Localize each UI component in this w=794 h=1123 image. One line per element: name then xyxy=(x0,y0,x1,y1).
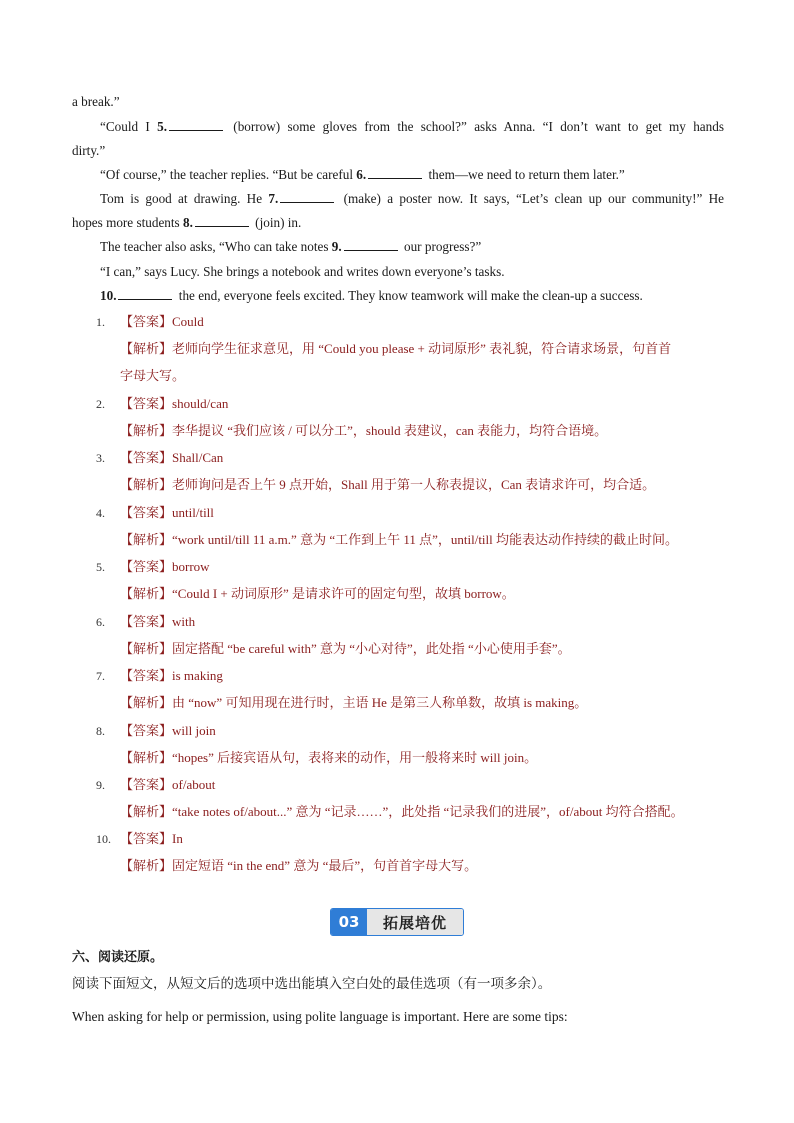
question-number: 8. xyxy=(182,215,193,230)
question-number: 5. xyxy=(157,119,167,134)
answer-number: 10. xyxy=(96,832,111,846)
question-number: 6. xyxy=(356,167,367,182)
passage-intro: When asking for help or permission, using polite language is important. Here are some tips: xyxy=(72,1009,568,1024)
section-badge xyxy=(330,908,464,936)
answer-item xyxy=(96,308,204,336)
analysis-text: “Could I + 动词原形” 是请求许可的固定句型，故填 borrow。 xyxy=(172,586,515,601)
text: “Of course,” the teacher replies. “But be careful xyxy=(100,167,357,182)
analysis-text: 固定搭配 “be careful with” 意为 “小心对待”，此处指 “小心使用手套”。 xyxy=(172,641,571,656)
answer-item xyxy=(96,499,214,527)
answer-text: is making xyxy=(172,668,223,683)
text: (make) a poster now. It says, “Let’s clean up our community!” He xyxy=(337,191,725,206)
analysis-tag: 【解析】 xyxy=(120,804,173,819)
analysis-tag: 【解析】 xyxy=(120,858,173,873)
analysis-tag: 【解析】 xyxy=(120,423,173,438)
analysis-text: “take notes of/about...” 意为 “记录……”，此处指 “记录我们的进展”，of/about 均符合搭配。 xyxy=(172,804,684,819)
answer-number: 1. xyxy=(96,315,105,329)
analysis-tag: 【解析】 xyxy=(120,341,173,356)
answer-text: Shall/Can xyxy=(172,450,224,465)
section-title: 拓展培优 xyxy=(367,909,463,935)
section-instruction: 阅读下面短文，从短文后的选项中选出能填入空白处的最佳选项（有一项多余）。 xyxy=(72,976,552,992)
answer-tag: 【答案】 xyxy=(120,505,173,520)
question-9-line xyxy=(100,235,724,259)
analysis-text: 老师向学生征求意见，用 “Could you please + 动词原形” 表礼貌，符合请求场景，句首首 xyxy=(172,341,672,356)
answer-tag: 【答案】 xyxy=(120,668,173,683)
analysis xyxy=(120,580,730,607)
analysis xyxy=(120,852,730,879)
answer-blank[interactable] xyxy=(280,190,334,203)
analysis xyxy=(120,798,730,825)
answer-tag: 【答案】 xyxy=(120,777,173,792)
answer-item xyxy=(96,825,183,853)
answer-number: 4. xyxy=(96,506,105,520)
analysis-text: “hopes” 后接宾语从句，表将来的动作，用一般将来时 will join。 xyxy=(172,750,538,765)
passage-line xyxy=(100,260,724,284)
answer-text: borrow xyxy=(172,559,210,574)
text: our progress?” xyxy=(400,239,482,254)
question-7-line xyxy=(100,187,724,211)
answer-number: 8. xyxy=(96,724,105,738)
analysis-text: 老师询问是否上午 9 点开始，Shall 用于第一人称表提议，Can 表请求许可，均合适。 xyxy=(172,477,656,492)
analysis-tag: 【解析】 xyxy=(120,695,173,710)
answer-blank[interactable] xyxy=(368,166,422,179)
analysis-tag: 【解析】 xyxy=(120,532,173,547)
analysis-tag: 【解析】 xyxy=(120,750,173,765)
question-number: 10. xyxy=(100,288,117,303)
question-number: 9. xyxy=(331,239,342,254)
text: a break.” xyxy=(72,94,120,109)
answer-blank[interactable] xyxy=(118,287,172,300)
answer-tag: 【答案】 xyxy=(120,614,173,629)
analysis-text: 由 “now” 可知用现在进行时，主语 He 是第三人称单数，故填 is making。 xyxy=(172,695,588,710)
answer-number: 9. xyxy=(96,778,105,792)
answer-number: 6. xyxy=(96,615,105,629)
answer-item xyxy=(96,771,215,799)
answer-tag: 【答案】 xyxy=(120,450,173,465)
analysis xyxy=(120,526,730,553)
answer-tag: 【答案】 xyxy=(120,396,173,411)
analysis-text: 字母大写。 xyxy=(120,368,186,383)
answer-blank[interactable] xyxy=(169,118,223,131)
text: Tom is good at drawing. He xyxy=(100,191,269,206)
text: (join) in. xyxy=(251,215,302,230)
text: dirty.” xyxy=(72,143,106,158)
text: the end, everyone feels excited. They know teamwork will make the clean-up a success. xyxy=(175,288,643,303)
answer-item xyxy=(96,717,216,745)
question-5-line xyxy=(100,115,724,139)
passage-line xyxy=(72,90,724,114)
answer-blank[interactable] xyxy=(195,214,249,227)
analysis xyxy=(120,635,730,662)
analysis-text: 固定短语 “in the end” 意为 “最后”，句首首字母大写。 xyxy=(172,858,478,873)
answer-item xyxy=(96,444,223,472)
passage-line xyxy=(72,139,724,163)
answer-tag: 【答案】 xyxy=(120,314,173,329)
text: hopes more students xyxy=(72,215,183,230)
text: “I can,” says Lucy. She brings a notebook and writes down everyone’s tasks. xyxy=(100,264,505,279)
answer-tag: 【答案】 xyxy=(120,831,173,846)
text: “Could I xyxy=(100,119,158,134)
analysis xyxy=(120,744,730,771)
text: them—we need to return them later.” xyxy=(425,167,625,182)
answer-text: should/can xyxy=(172,396,229,411)
question-number: 7. xyxy=(268,191,279,206)
answer-text: Could xyxy=(172,314,204,329)
analysis xyxy=(120,417,730,444)
answer-item xyxy=(96,662,223,690)
text: (borrow) some gloves from the school?” asks Anna. “I don’t want to get my hands xyxy=(226,119,724,134)
text: The teacher also asks, “Who can take notes xyxy=(100,239,332,254)
answer-tag: 【答案】 xyxy=(120,559,173,574)
analysis-tag: 【解析】 xyxy=(120,586,173,601)
answer-item xyxy=(96,390,228,418)
analysis xyxy=(120,471,730,498)
answer-item xyxy=(96,608,195,636)
analysis-text: “work until/till 11 a.m.” 意为 “工作到上午 11 点”，until/till 均能表达动作持续的截止时间。 xyxy=(172,532,679,547)
answer-text: of/about xyxy=(172,777,216,792)
answer-text: with xyxy=(172,614,196,629)
answer-blank[interactable] xyxy=(344,238,398,251)
answer-number: 5. xyxy=(96,560,105,574)
question-6-line xyxy=(100,163,724,187)
answer-number: 3. xyxy=(96,451,105,465)
answer-text: will join xyxy=(172,723,216,738)
section-heading: 六、阅读还原。 xyxy=(72,950,164,965)
analysis-text: 李华提议 “我们应该 / 可以分工”，should 表建议，can 表能力，均符合语境。 xyxy=(172,423,608,438)
analysis xyxy=(120,335,730,362)
answer-tag: 【答案】 xyxy=(120,723,173,738)
answer-number: 2. xyxy=(96,397,105,411)
answer-text: until/till xyxy=(172,505,214,520)
question-8-line xyxy=(72,211,724,235)
answer-text: In xyxy=(172,831,183,846)
analysis xyxy=(120,689,730,716)
analysis-tag: 【解析】 xyxy=(120,477,173,492)
answer-number: 7. xyxy=(96,669,105,683)
question-10-line xyxy=(100,284,724,308)
answer-item xyxy=(96,553,210,581)
analysis-tag: 【解析】 xyxy=(120,641,173,656)
analysis-continued xyxy=(120,362,730,389)
section-number: 03 xyxy=(331,909,367,935)
